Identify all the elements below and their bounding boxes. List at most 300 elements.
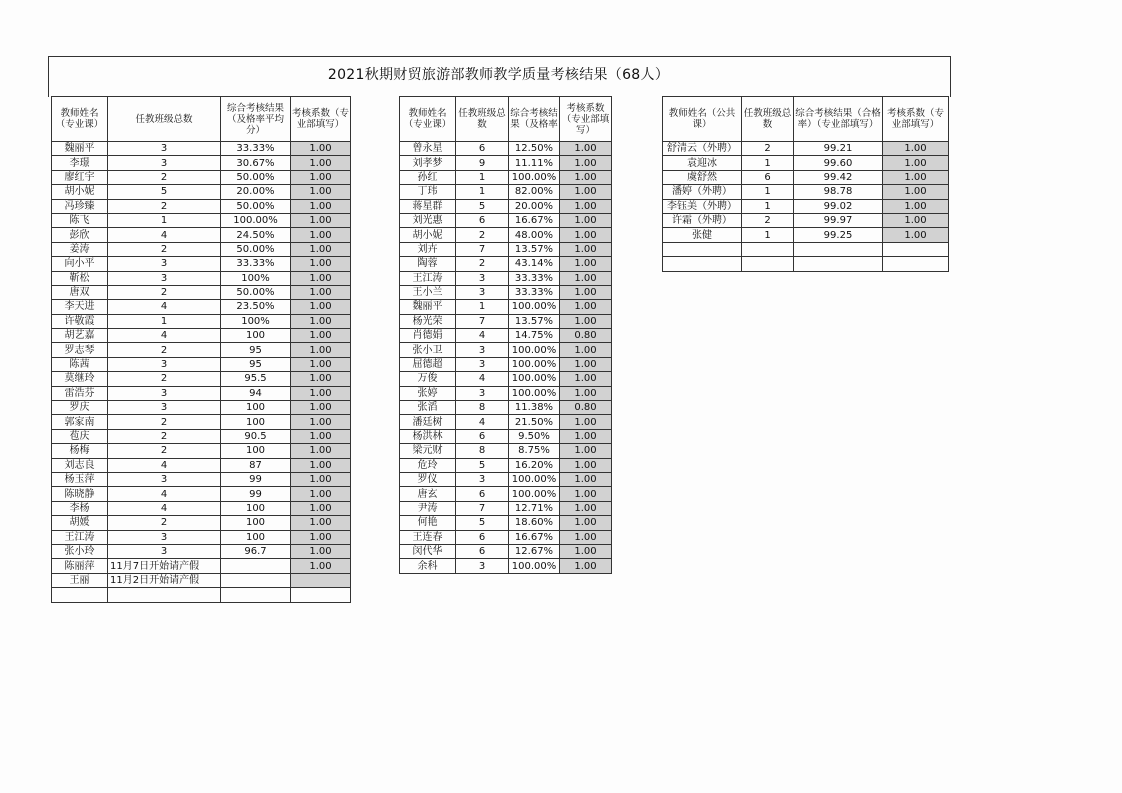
result-cell: 99 (221, 472, 291, 486)
class-count-cell: 6 (456, 213, 509, 227)
table-row (663, 213, 949, 227)
teacher-name-cell: 郭家南 (52, 415, 108, 429)
teacher-name-cell: 陈丽萍 (52, 559, 108, 573)
coefficient-cell: 1.00 (291, 472, 351, 486)
teacher-name-cell: 廖红宇 (52, 170, 108, 184)
teacher-name-cell: 罗庆 (52, 401, 108, 415)
coefficient-cell: 1.00 (291, 343, 351, 357)
table-row (52, 444, 351, 458)
page-title: 2021秋期财贸旅游部教师教学质量考核结果（68人） (327, 67, 670, 83)
teacher-name-cell: 丁玮 (400, 185, 456, 199)
class-count-cell: 3 (108, 271, 221, 285)
leave-note-cell: 11月2日开始请产假 (108, 573, 221, 587)
result-cell: 99.60 (794, 156, 883, 170)
coefficient-cell: 1.00 (291, 487, 351, 501)
result-cell: 50.00% (221, 170, 291, 184)
result-cell: 100.00% (509, 372, 560, 386)
result-cell: 90.5 (221, 429, 291, 443)
table-row (400, 372, 612, 386)
table-row (400, 142, 612, 156)
result-cell: 100.00% (509, 386, 560, 400)
table-row (52, 501, 351, 515)
empty-cell (794, 242, 883, 256)
coefficient-cell: 1.00 (560, 314, 612, 328)
class-count-cell: 2 (108, 372, 221, 386)
result-cell: 20.00% (509, 199, 560, 213)
class-count-cell: 2 (456, 228, 509, 242)
coefficient-cell: 1.00 (560, 559, 612, 573)
teacher-name-cell: 肖德娟 (400, 329, 456, 343)
teacher-name-cell: 虞舒然 (663, 170, 742, 184)
table-row (52, 372, 351, 386)
table-row (400, 357, 612, 371)
coefficient-cell: 1.00 (560, 271, 612, 285)
class-count-cell: 3 (108, 257, 221, 271)
class-count-cell: 2 (108, 343, 221, 357)
coefficient-cell: 1.00 (291, 501, 351, 515)
teacher-name-cell: 袁迎冰 (663, 156, 742, 170)
coefficient-cell: 1.00 (291, 300, 351, 314)
table-row (400, 386, 612, 400)
result-cell: 99.21 (794, 142, 883, 156)
table-row (52, 156, 351, 170)
result-cell: 100% (221, 314, 291, 328)
teacher-name-cell: 杨洪林 (400, 429, 456, 443)
result-cell: 33.33% (509, 271, 560, 285)
class-count-cell: 4 (108, 300, 221, 314)
table-row (52, 257, 351, 271)
result-cell: 23.50% (221, 300, 291, 314)
result-cell: 100.00% (509, 343, 560, 357)
table-row (52, 530, 351, 544)
class-count-cell: 6 (456, 429, 509, 443)
table-row (400, 559, 612, 573)
table-row (400, 156, 612, 170)
col-header-classes: 任教班级总数 (742, 97, 794, 142)
class-count-cell: 7 (456, 501, 509, 515)
table-row (52, 228, 351, 242)
class-count-cell: 3 (456, 357, 509, 371)
class-count-cell: 4 (456, 329, 509, 343)
class-count-cell: 5 (456, 516, 509, 530)
coefficient-cell: 1.00 (291, 372, 351, 386)
result-cell: 14.75% (509, 329, 560, 343)
col-header-name: 教师姓名（专业课） (400, 97, 456, 142)
result-cell: 13.57% (509, 242, 560, 256)
coefficient-cell: 1.00 (291, 314, 351, 328)
coefficient-cell: 1.00 (560, 386, 612, 400)
result-cell: 18.60% (509, 516, 560, 530)
empty-cell (742, 242, 794, 256)
teacher-name-cell: 万俊 (400, 372, 456, 386)
class-count-cell: 2 (108, 516, 221, 530)
table-row (52, 170, 351, 184)
table-row (400, 401, 612, 415)
result-cell: 11.38% (509, 401, 560, 415)
col-header-coef: 考核系数（专业部填写） (291, 97, 351, 142)
class-count-cell: 1 (742, 228, 794, 242)
class-count-cell: 4 (108, 228, 221, 242)
col-header-result: 综合考核结果（合格率）（专业部填写） (794, 97, 883, 142)
result-cell (221, 573, 291, 587)
teacher-name-cell: 姜涛 (52, 242, 108, 256)
class-count-cell: 3 (456, 472, 509, 486)
col-header-classes: 任教班级总数 (108, 97, 221, 142)
result-cell: 100.00% (509, 472, 560, 486)
coefficient-cell: 1.00 (560, 343, 612, 357)
class-count-cell: 4 (108, 487, 221, 501)
teacher-name-cell: 张小卫 (400, 343, 456, 357)
teacher-name-cell: 雷浩芬 (52, 386, 108, 400)
coefficient-cell: 1.00 (883, 199, 949, 213)
table-row (400, 228, 612, 242)
table-row (400, 314, 612, 328)
class-count-cell: 1 (456, 185, 509, 199)
table-row (52, 429, 351, 443)
table-row (400, 458, 612, 472)
result-cell: 8.75% (509, 444, 560, 458)
class-count-cell: 3 (456, 285, 509, 299)
result-cell (221, 559, 291, 573)
result-cell: 82.00% (509, 185, 560, 199)
result-cell: 16.67% (509, 213, 560, 227)
coefficient-cell: 1.00 (560, 170, 612, 184)
class-count-cell: 3 (108, 357, 221, 371)
result-cell: 16.67% (509, 530, 560, 544)
result-cell: 100.00% (509, 300, 560, 314)
coefficient-cell: 1.00 (291, 271, 351, 285)
table-row (52, 329, 351, 343)
coefficient-cell: 1.00 (291, 156, 351, 170)
class-count-cell: 3 (456, 559, 509, 573)
coefficient-cell: 1.00 (883, 213, 949, 227)
table-row (400, 343, 612, 357)
result-cell: 100 (221, 415, 291, 429)
coefficient-cell: 1.00 (291, 228, 351, 242)
table-row-empty (663, 242, 949, 256)
class-count-cell: 3 (108, 472, 221, 486)
coefficient-cell: 1.00 (291, 142, 351, 156)
teacher-name-cell: 王丽 (52, 573, 108, 587)
coefficient-cell: 1.00 (291, 213, 351, 227)
class-count-cell: 3 (108, 401, 221, 415)
result-cell: 13.57% (509, 314, 560, 328)
table-professional-2 (399, 96, 612, 574)
col-header-name: 教师姓名（专业课） (52, 97, 108, 142)
teacher-name-cell: 许霜（外聘） (663, 213, 742, 227)
coefficient-cell: 1.00 (291, 401, 351, 415)
coefficient-cell: 1.00 (560, 487, 612, 501)
class-count-cell: 2 (108, 285, 221, 299)
class-count-cell: 1 (742, 199, 794, 213)
table-row (52, 142, 351, 156)
coefficient-cell: 1.00 (560, 300, 612, 314)
teacher-name-cell: 张健 (663, 228, 742, 242)
coefficient-cell: 1.00 (560, 444, 612, 458)
teacher-name-cell: 魏丽平 (400, 300, 456, 314)
coefficient-cell: 1.00 (560, 530, 612, 544)
result-cell: 48.00% (509, 228, 560, 242)
coefficient-cell: 1.00 (560, 357, 612, 371)
empty-cell (221, 588, 291, 602)
result-cell: 50.00% (221, 199, 291, 213)
class-count-cell: 1 (742, 185, 794, 199)
empty-cell (883, 257, 949, 271)
result-cell: 99.02 (794, 199, 883, 213)
result-cell: 100.00% (221, 213, 291, 227)
table-row (52, 516, 351, 530)
coefficient-cell: 1.00 (560, 242, 612, 256)
teacher-name-cell: 孙红 (400, 170, 456, 184)
table-row (52, 242, 351, 256)
teacher-name-cell: 梁元财 (400, 444, 456, 458)
teacher-name-cell: 潘廷树 (400, 415, 456, 429)
coefficient-cell: 1.00 (883, 142, 949, 156)
result-cell: 95 (221, 357, 291, 371)
class-count-cell: 6 (456, 530, 509, 544)
class-count-cell: 2 (456, 257, 509, 271)
teacher-name-cell: 蒋星群 (400, 199, 456, 213)
class-count-cell: 9 (456, 156, 509, 170)
coefficient-cell: 1.00 (560, 458, 612, 472)
class-count-cell: 1 (742, 156, 794, 170)
table-row (52, 314, 351, 328)
class-count-cell: 4 (108, 458, 221, 472)
teacher-name-cell: 唐双 (52, 285, 108, 299)
coefficient-cell: 1.00 (560, 472, 612, 486)
teacher-name-cell: 潘婷（外聘） (663, 185, 742, 199)
result-cell: 100 (221, 329, 291, 343)
teacher-name-cell: 陈晓静 (52, 487, 108, 501)
result-cell: 12.67% (509, 544, 560, 558)
result-cell: 11.11% (509, 156, 560, 170)
col-header-result: 综合考核结果（及格率 (509, 97, 560, 142)
result-cell: 100 (221, 530, 291, 544)
class-count-cell: 3 (108, 142, 221, 156)
class-count-cell: 6 (456, 544, 509, 558)
class-count-cell: 1 (108, 213, 221, 227)
coefficient-cell: 1.00 (291, 285, 351, 299)
class-count-cell: 3 (456, 271, 509, 285)
teacher-name-cell: 舒清云（外聘） (663, 142, 742, 156)
table-row (52, 271, 351, 285)
leave-note-cell: 11月7日开始请产假 (108, 559, 221, 573)
table-row (400, 415, 612, 429)
teacher-name-cell: 李杨 (52, 501, 108, 515)
table-row (52, 300, 351, 314)
result-cell: 12.71% (509, 501, 560, 515)
result-cell: 99.42 (794, 170, 883, 184)
class-count-cell: 2 (108, 429, 221, 443)
class-count-cell: 2 (108, 415, 221, 429)
result-cell: 100 (221, 401, 291, 415)
class-count-cell: 6 (456, 142, 509, 156)
class-count-cell: 6 (742, 170, 794, 184)
table-body (52, 142, 351, 603)
coefficient-cell: 1.00 (291, 386, 351, 400)
table-row (663, 228, 949, 242)
empty-cell (291, 588, 351, 602)
table-row (400, 329, 612, 343)
table-row (52, 213, 351, 227)
coefficient-cell: 1.00 (291, 257, 351, 271)
coefficient-cell: 1.00 (560, 156, 612, 170)
coefficient-cell: 0.80 (560, 401, 612, 415)
result-cell: 95 (221, 343, 291, 357)
teacher-name-cell: 王江涛 (52, 530, 108, 544)
result-cell: 100% (221, 271, 291, 285)
table-row-leave (52, 573, 351, 587)
table-row (52, 386, 351, 400)
coefficient-cell: 1.00 (291, 458, 351, 472)
table-row (400, 501, 612, 515)
col-header-coef: 考核系数（专业部填写） (560, 97, 612, 142)
result-cell: 43.14% (509, 257, 560, 271)
class-count-cell: 4 (456, 415, 509, 429)
table-row (400, 170, 612, 184)
teacher-name-cell: 屈德超 (400, 357, 456, 371)
table-row (52, 487, 351, 501)
class-count-cell: 2 (742, 213, 794, 227)
class-count-cell: 2 (742, 142, 794, 156)
table-row (663, 142, 949, 156)
class-count-cell: 4 (456, 372, 509, 386)
teacher-name-cell: 胡小妮 (400, 228, 456, 242)
result-cell: 30.67% (221, 156, 291, 170)
teacher-name-cell: 危玲 (400, 458, 456, 472)
table-professional-1 (51, 96, 351, 603)
col-header-classes: 任教班级总数 (456, 97, 509, 142)
coefficient-cell: 1.00 (291, 170, 351, 184)
teacher-name-cell: 莫继玲 (52, 372, 108, 386)
teacher-name-cell: 张婷 (400, 386, 456, 400)
table-row (52, 357, 351, 371)
result-cell: 95.5 (221, 372, 291, 386)
teacher-name-cell: 陈飞 (52, 213, 108, 227)
teacher-name-cell: 李璟 (52, 156, 108, 170)
coefficient-cell: 1.00 (560, 199, 612, 213)
table-row (400, 429, 612, 443)
table-row-leave (52, 559, 351, 573)
class-count-cell: 3 (456, 386, 509, 400)
teacher-name-cell: 杨光荣 (400, 314, 456, 328)
table-row (400, 242, 612, 256)
class-count-cell: 1 (456, 170, 509, 184)
coefficient-cell: 1.00 (560, 185, 612, 199)
teacher-name-cell: 罗仪 (400, 472, 456, 486)
class-count-cell: 5 (456, 458, 509, 472)
coefficient-cell: 1.00 (883, 170, 949, 184)
result-cell: 94 (221, 386, 291, 400)
coefficient-cell: 1.00 (291, 429, 351, 443)
class-count-cell: 3 (108, 156, 221, 170)
result-cell: 21.50% (509, 415, 560, 429)
class-count-cell: 7 (456, 314, 509, 328)
table-row (400, 271, 612, 285)
teacher-name-cell: 彭欣 (52, 228, 108, 242)
col-header-name: 教师姓名（公共课） (663, 97, 742, 142)
class-count-cell: 7 (456, 242, 509, 256)
result-cell: 100.00% (509, 487, 560, 501)
table-row (52, 458, 351, 472)
coefficient-cell: 0.80 (560, 329, 612, 343)
result-cell: 100.00% (509, 559, 560, 573)
coefficient-cell: 1.00 (883, 228, 949, 242)
table-row (663, 156, 949, 170)
coefficient-cell: 1.00 (560, 257, 612, 271)
teacher-name-cell: 王连春 (400, 530, 456, 544)
class-count-cell: 2 (108, 444, 221, 458)
table-row (400, 544, 612, 558)
result-cell: 100.00% (509, 357, 560, 371)
table-row (52, 544, 351, 558)
teacher-name-cell: 胡媛 (52, 516, 108, 530)
result-cell: 99 (221, 487, 291, 501)
coefficient-cell: 1.00 (560, 228, 612, 242)
result-cell: 96.7 (221, 544, 291, 558)
table-body (400, 142, 612, 574)
class-count-cell: 4 (108, 329, 221, 343)
teacher-name-cell: 张滔 (400, 401, 456, 415)
teacher-name-cell: 陈茜 (52, 357, 108, 371)
result-cell: 87 (221, 458, 291, 472)
table-row (52, 185, 351, 199)
coefficient-cell: 1.00 (560, 372, 612, 386)
coefficient-cell: 1.00 (560, 516, 612, 530)
table-row (400, 444, 612, 458)
table-row (400, 199, 612, 213)
table-row (400, 257, 612, 271)
coefficient-cell: 1.00 (560, 429, 612, 443)
teacher-name-cell: 王江涛 (400, 271, 456, 285)
empty-cell (883, 242, 949, 256)
coefficient-cell: 1.00 (560, 544, 612, 558)
table-row (52, 472, 351, 486)
class-count-cell: 8 (456, 444, 509, 458)
table-row (400, 300, 612, 314)
table-row (400, 285, 612, 299)
empty-cell (742, 257, 794, 271)
teacher-name-cell: 余科 (400, 559, 456, 573)
table-row (400, 516, 612, 530)
table-row-empty (663, 257, 949, 271)
teacher-name-cell: 张小玲 (52, 544, 108, 558)
teacher-name-cell: 唐玄 (400, 487, 456, 501)
coefficient-cell (291, 573, 351, 587)
col-header-coef: 考核系数（专业部填写） (883, 97, 949, 142)
class-count-cell: 1 (456, 300, 509, 314)
result-cell: 100.00% (509, 170, 560, 184)
table-row (663, 185, 949, 199)
table-row (663, 199, 949, 213)
result-cell: 33.33% (221, 257, 291, 271)
result-cell: 33.33% (221, 142, 291, 156)
empty-cell (108, 588, 221, 602)
result-cell: 100 (221, 516, 291, 530)
teacher-name-cell: 李钰美（外聘） (663, 199, 742, 213)
teacher-name-cell: 杨梅 (52, 444, 108, 458)
result-cell: 99.25 (794, 228, 883, 242)
teacher-name-cell: 闵代华 (400, 544, 456, 558)
table-body (663, 142, 949, 272)
table-row (400, 487, 612, 501)
coefficient-cell: 1.00 (560, 501, 612, 515)
table-row (52, 401, 351, 415)
teacher-name-cell: 苞庆 (52, 429, 108, 443)
teacher-name-cell: 向小平 (52, 257, 108, 271)
table-row (52, 199, 351, 213)
table-row (52, 343, 351, 357)
